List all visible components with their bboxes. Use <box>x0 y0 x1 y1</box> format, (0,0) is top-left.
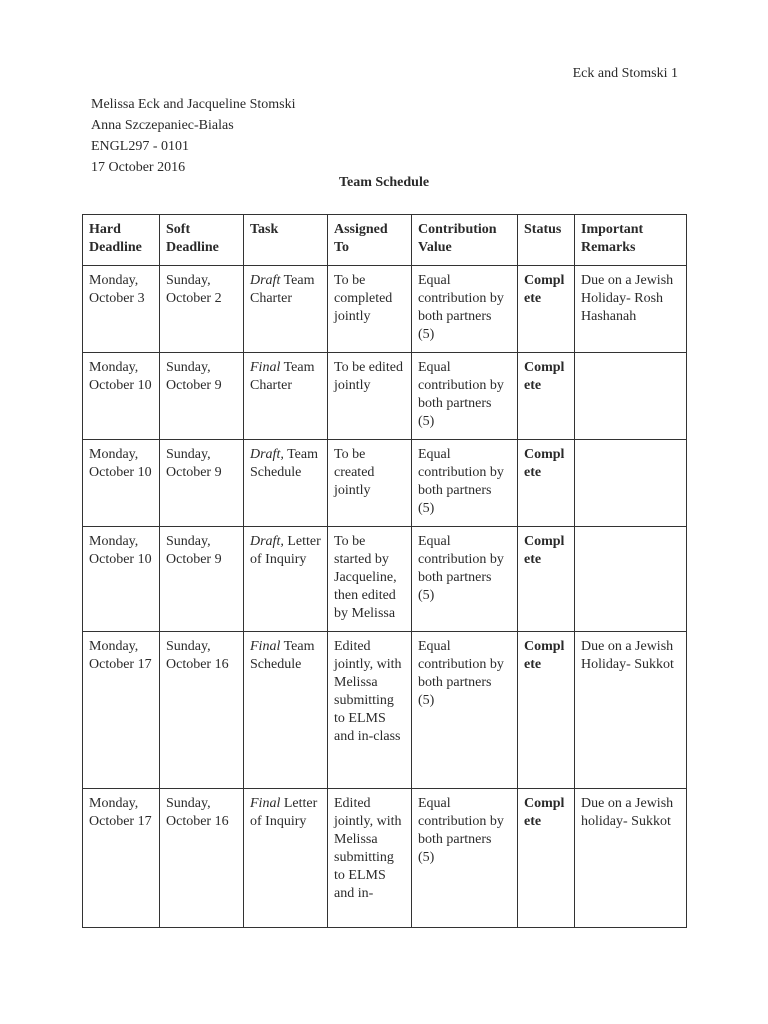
task-emphasis: Draft <box>250 273 281 288</box>
contribution-cell: Equal contribution by both partners (5) <box>412 353 518 440</box>
soft-deadline-cell: Sunday, October 9 <box>160 440 244 527</box>
status-cell: Complete <box>518 632 575 789</box>
page-header: Eck and Stomski 1 <box>572 66 678 81</box>
date: 17 October 2016 <box>91 160 186 175</box>
task-text: Letter of Inquiry <box>250 534 321 567</box>
remarks-cell <box>575 527 687 632</box>
status-cell: Complete <box>518 527 575 632</box>
task-text: Team Charter <box>250 360 315 393</box>
task-emphasis: Final <box>250 639 281 654</box>
task-emphasis: Final <box>250 796 281 811</box>
document-heading <box>91 94 296 178</box>
task-cell <box>244 527 328 632</box>
remarks-cell: Due on a Jewish holiday- Sukkot <box>575 789 687 928</box>
task-text: Letter of Inquiry <box>250 796 318 829</box>
assigned-cell: Edited jointly, with Melissa submitting to ELMS and in- <box>328 789 412 928</box>
task-emphasis: Final <box>250 360 281 375</box>
contribution-cell: Equal contribution by both partners (5) <box>412 632 518 789</box>
table-row <box>83 527 687 632</box>
remarks-cell: Due on a Jewish Holiday- Sukkot <box>575 632 687 789</box>
table-row <box>83 353 687 440</box>
status-cell: Complete <box>518 353 575 440</box>
contribution-cell: Equal contribution by both partners (5) <box>412 527 518 632</box>
contribution-cell: Equal contribution by both partners (5) <box>412 266 518 353</box>
task-text: Team Schedule <box>250 447 318 480</box>
hard-deadline-cell: Monday, October 10 <box>83 353 160 440</box>
task-cell <box>244 789 328 928</box>
task-cell <box>244 353 328 440</box>
hard-deadline-cell: Monday, October 10 <box>83 440 160 527</box>
task-cell <box>244 266 328 353</box>
hard-deadline-cell: Monday, October 3 <box>83 266 160 353</box>
remarks-cell <box>575 353 687 440</box>
authors: Melissa Eck and Jacqueline Stomski <box>91 97 296 112</box>
table-row <box>83 789 687 928</box>
document-title: Team Schedule <box>338 175 430 190</box>
contribution-cell: Equal contribution by both partners (5) <box>412 789 518 928</box>
task-text: Team Schedule <box>250 639 315 672</box>
status-cell: Complete <box>518 440 575 527</box>
column-header: Status <box>518 215 575 266</box>
table-row <box>83 632 687 789</box>
soft-deadline-cell: Sunday, October 16 <box>160 789 244 928</box>
task-text: Team Charter <box>250 273 315 306</box>
instructor: Anna Szczepaniec-Bialas <box>91 118 234 133</box>
column-header: Contribution Value <box>412 215 518 266</box>
schedule-table <box>82 214 687 928</box>
column-header: Hard Deadline <box>83 215 160 266</box>
status-cell: Complete <box>518 266 575 353</box>
task-cell <box>244 632 328 789</box>
hard-deadline-cell: Monday, October 10 <box>83 527 160 632</box>
assigned-cell: To be edited jointly <box>328 353 412 440</box>
status-cell: Complete <box>518 789 575 928</box>
column-header: Important Remarks <box>575 215 687 266</box>
soft-deadline-cell: Sunday, October 2 <box>160 266 244 353</box>
column-header: Assigned To <box>328 215 412 266</box>
hard-deadline-cell: Monday, October 17 <box>83 632 160 789</box>
table-row <box>83 266 687 353</box>
assigned-cell: To be started by Jacqueline, then edited by Melissa <box>328 527 412 632</box>
course: ENGL297 - 0101 <box>91 139 189 154</box>
hard-deadline-cell: Monday, October 17 <box>83 789 160 928</box>
table-header-row <box>83 215 687 266</box>
assigned-cell: Edited jointly, with Melissa submitting to ELMS and in-class <box>328 632 412 789</box>
remarks-cell: Due on a Jewish Holiday- Rosh Hashanah <box>575 266 687 353</box>
task-emphasis: Draft, <box>250 447 284 462</box>
table-row <box>83 440 687 527</box>
soft-deadline-cell: Sunday, October 9 <box>160 353 244 440</box>
column-header: Task <box>244 215 328 266</box>
remarks-cell <box>575 440 687 527</box>
assigned-cell: To be completed jointly <box>328 266 412 353</box>
column-header: Soft Deadline <box>160 215 244 266</box>
task-cell <box>244 440 328 527</box>
soft-deadline-cell: Sunday, October 9 <box>160 527 244 632</box>
assigned-cell: To be created jointly <box>328 440 412 527</box>
soft-deadline-cell: Sunday, October 16 <box>160 632 244 789</box>
task-emphasis: Draft, <box>250 534 284 549</box>
contribution-cell: Equal contribution by both partners (5) <box>412 440 518 527</box>
